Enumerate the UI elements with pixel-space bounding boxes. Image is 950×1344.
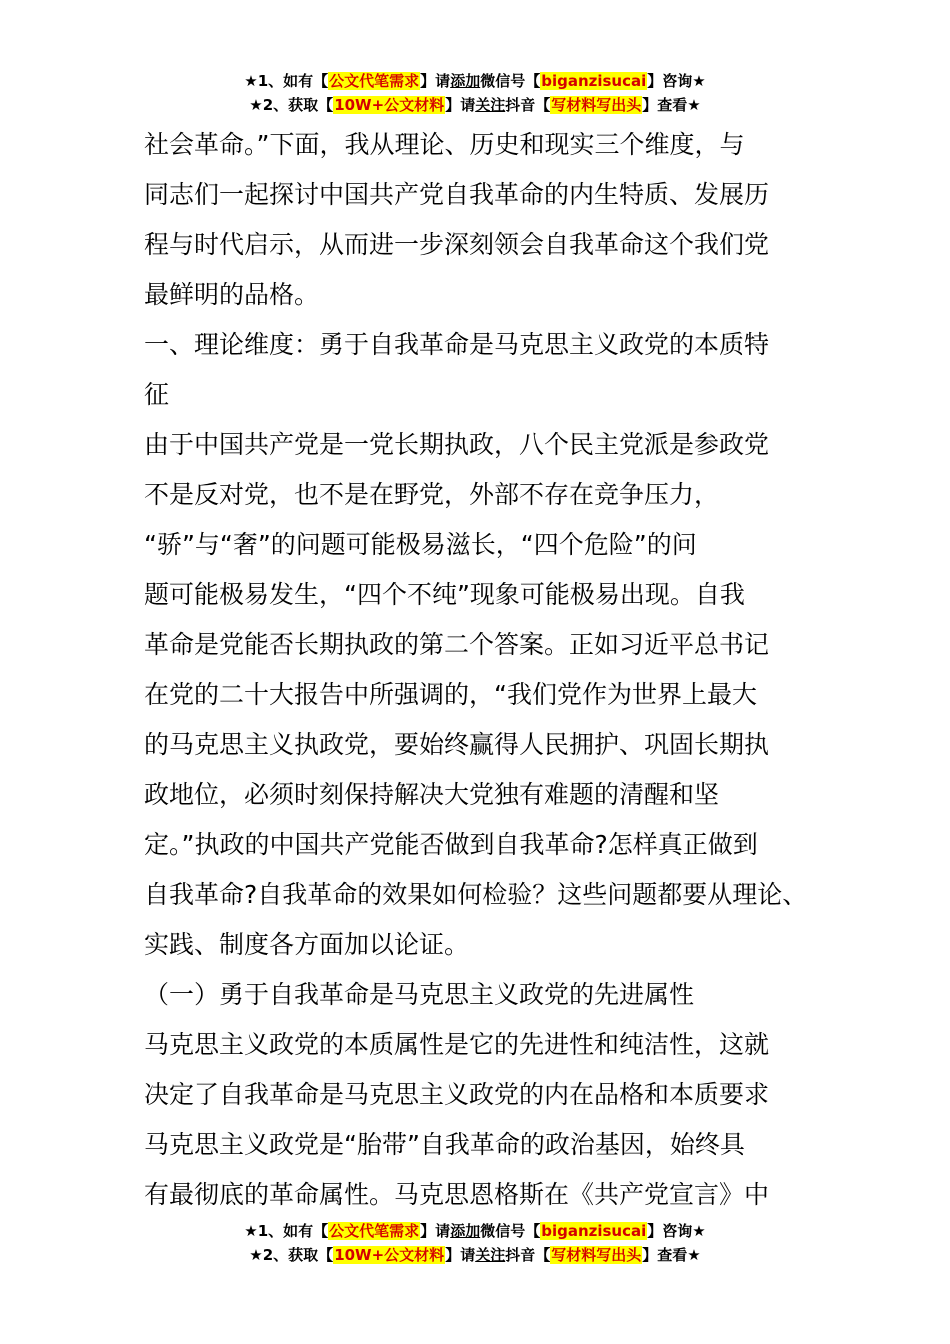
banner-text: 】查看★ [642,1246,701,1264]
banner-highlight: biganzisucai [541,72,647,90]
banner-underline: 关注 [475,96,506,114]
body-line: 由于中国共产党是一党长期执政，八个民主党派是参政党 [144,430,770,459]
body-line: 最鲜明的品格。 [144,280,320,309]
banner-text: 】请 [445,96,476,114]
body-line: 程与时代启示，从而进一步深刻领会自我革命这个我们党 [144,230,770,259]
body-line: 实践、制度各方面加以论证。 [144,930,470,959]
body-line: 马克思主义政党是“胎带”自我革命的政治基因，始终具 [144,1130,745,1159]
banner-text: 抖音【 [505,1246,551,1264]
banner-line-1 [0,1220,950,1244]
body-line: 马克思主义政党的本质属性是它的先进性和纯洁性，这就 [144,1030,770,1059]
banner-text: 】咨询★ [647,1222,706,1240]
body-line: 社会革命。”下面，我从理论、历史和现实三个维度，与 [144,130,745,159]
section-heading: 一、理论维度：勇于自我革命是马克思主义政党的本质特 [144,330,770,359]
banner-text: ★2、获取【 [249,96,334,114]
subsection-heading: （一）勇于自我革命是马克思主义政党的先进属性 [144,980,695,1009]
banner-highlight: 写材料写出头 [551,1246,642,1264]
body-line: 在党的二十大报告中所强调的，“我们党作为世界上最大 [144,680,757,709]
banner-underline: 添加 [450,1222,481,1240]
body-line: 有最彻底的革命属性。马克思恩格斯在《共产党宣言》中 [144,1180,770,1209]
body-line: 的马克思主义执政党，要始终赢得人民拥护、巩固长期执 [144,730,770,759]
banner-highlight: 公文代笔需求 [329,72,420,90]
body-line: 同志们一起探讨中国共产党自我革命的内生特质、发展历 [144,180,770,209]
banner-underline: 添加 [450,72,481,90]
banner-underline: 关注 [475,1246,506,1264]
footer-banner [0,1220,950,1268]
header-banner [0,70,950,118]
body-line: 自我革命?自我革命的效果如何检验？这些问题都要从理论、 [144,880,808,909]
body-line: 决定了自我革命是马克思主义政党的内在品格和本质要求 [144,1080,770,1109]
banner-text: ★1、如有【 [244,72,329,90]
banner-text: 】请 [420,1222,451,1240]
body-line: 不是反对党，也不是在野党，外部不存在竞争压力， [144,480,720,509]
banner-text: 微信号【 [480,1222,541,1240]
banner-text: 】请 [420,72,451,90]
banner-highlight: 10W+公文材料 [334,96,445,114]
banner-line-2 [0,1244,950,1268]
banner-text: 】查看★ [642,96,701,114]
banner-text: 抖音【 [505,96,551,114]
body-line: “骄”与“奢”的问题可能极易滋长，“四个危险”的问 [144,530,697,559]
banner-highlight: 公文代笔需求 [329,1222,420,1240]
banner-text: ★2、获取【 [249,1246,334,1264]
banner-line-2 [0,94,950,118]
banner-highlight: 10W+公文材料 [334,1246,445,1264]
body-line: 政地位，必须时刻保持解决大党独有难题的清醒和坚 [144,780,720,809]
banner-line-1 [0,70,950,94]
banner-text: 】咨询★ [647,72,706,90]
banner-text: ★1、如有【 [244,1222,329,1240]
banner-highlight: 写材料写出头 [551,96,642,114]
document-body [144,120,824,1220]
banner-highlight: biganzisucai [541,1222,647,1240]
section-heading: 征 [144,380,170,409]
body-line: 定。”执政的中国共产党能否做到自我革命?怎样真正做到 [144,830,758,859]
banner-text: 微信号【 [480,72,541,90]
body-line: 题可能极易发生，“四个不纯”现象可能极易出现。自我 [144,580,745,609]
banner-text: 】请 [445,1246,476,1264]
body-line: 革命是党能否长期执政的第二个答案。正如习近平总书记 [144,630,770,659]
